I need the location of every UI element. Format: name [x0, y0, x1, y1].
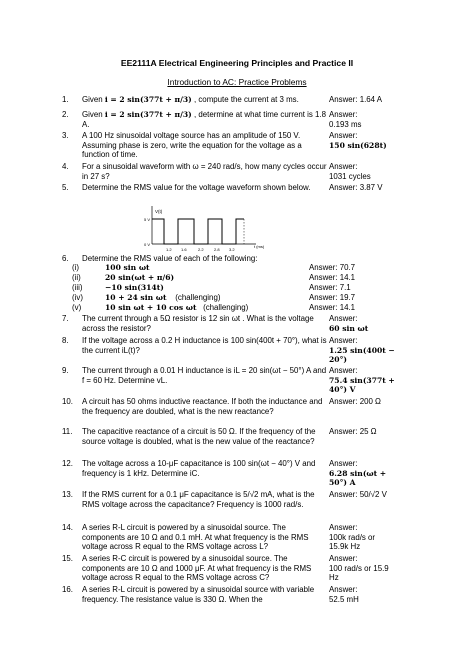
question-number: 13.	[62, 490, 73, 499]
question-text: A circuit has 50 ohms inductive reactance. If both the inductance and the frequency are doubled, what is the new reactance?	[82, 397, 323, 416]
question-answer	[329, 336, 395, 365]
question-number: 8.	[62, 336, 69, 345]
question-answer	[329, 131, 395, 150]
question-answer	[329, 110, 395, 129]
question-number: 5.	[62, 183, 69, 192]
question-answer	[329, 585, 395, 604]
question-answer	[329, 366, 395, 395]
question-number: 6.	[62, 254, 69, 263]
sub-item-answer: Answer: 70.7	[309, 263, 356, 272]
answer-value: 52.5 mH	[329, 594, 359, 604]
question-text: A 100 Hz sinusoidal voltage source has an amplitude of 150 V. Assuming phase is zero, write the equation for the voltage as a function of time.	[82, 131, 302, 160]
answer-value: 60 sin ωt	[329, 323, 369, 333]
question-text: A series R-C circuit is powered by a sinusoidal source. The components are 10 Ω and 1000 μF. At what frequency is the RMS voltage across R equal to the RMS voltage across C?	[82, 554, 312, 583]
x-tick-label: 2.2	[198, 247, 204, 252]
sub-item-roman: (iii)	[72, 283, 83, 292]
answer-label: Answer:	[329, 366, 358, 375]
sub-item-expr: 10 sin ωt + 10 cos ωt	[105, 303, 197, 312]
x-axis-label: t (ms)	[254, 244, 265, 249]
answer-value-cont: 40°) V	[329, 385, 356, 395]
answer-value: 1031 cycles	[329, 171, 371, 181]
answer-label: Answer:	[329, 585, 358, 594]
question-text-pre: Given	[82, 110, 105, 119]
sub-item-answer: Answer: 19.7	[309, 293, 356, 302]
sub-item-answer: Answer: 14.1	[309, 303, 356, 312]
question-number: 10.	[62, 397, 73, 406]
question-text-post: , compute the current at 3 ms.	[191, 95, 299, 104]
question-answer	[329, 554, 395, 583]
x-tick-label: 3.2	[229, 247, 235, 252]
question-number: 2.	[62, 110, 69, 119]
sub-item-roman: (ii)	[72, 273, 81, 282]
question-answer	[329, 162, 395, 181]
question-number: 9.	[62, 366, 69, 375]
sub-item-roman: (iv)	[72, 293, 83, 302]
sub-item-expr-wrap	[105, 293, 220, 303]
x-tick-label: 2.8	[214, 247, 220, 252]
answer-value-cont: 20°)	[329, 355, 347, 365]
question-text: For a sinusoidal waveform with ω = 240 rad/s, how many cycles occur in 27 s?	[82, 162, 327, 181]
sub-item-roman: (v)	[72, 303, 82, 312]
question-text: If the RMS current for a 0.1 μF capacitance is 5/√2 mA, what is the RMS voltage across the capacitance? Frequency is 1000 rad/s.	[82, 490, 315, 509]
question-answer: Answer: 3.87 V	[329, 183, 383, 192]
question-number: 3.	[62, 131, 69, 140]
question-math: i = 2 sin(377t + π/3)	[104, 95, 192, 104]
question-text	[82, 110, 330, 129]
sub-item-note: (challenging)	[175, 293, 221, 302]
answer-value-cont: 50°) A	[329, 478, 356, 488]
answer-value: 100k rad/s or	[329, 532, 376, 542]
x-tick-label: 1.6	[181, 247, 187, 252]
question-answer	[329, 314, 395, 333]
question-number: 15.	[62, 554, 73, 563]
question-answer: Answer: 200 Ω	[329, 397, 381, 406]
sub-item-expr: 10 + 24 sin ωt	[105, 293, 167, 302]
question-number: 7.	[62, 314, 69, 323]
question-text: The voltage across a 10-μF capacitance is 100 sin(ωt − 40°) V and frequency is 1 kHz. Determine iC.	[82, 459, 316, 478]
question-text: A series R-L circuit is powered by a sinusoidal source. The components are 10 Ω and 0.1 mH. At what frequency is the RMS voltage across R equal to the RMS voltage across L?	[82, 523, 309, 552]
answer-label: Answer:	[329, 162, 358, 171]
answer-label: Answer:	[329, 110, 358, 119]
answer-label: Answer:	[329, 459, 358, 468]
document-subtitle: Introduction to AC: Practice Problems	[167, 77, 307, 87]
answer-value: 100 rad/s or 15.9	[329, 563, 389, 573]
y-tick-label: 0 V	[144, 242, 151, 247]
answer-label: Answer:	[329, 554, 358, 563]
y-tick-label: 5 V	[144, 217, 151, 222]
question-answer: Answer: 50/√2 V	[329, 490, 387, 499]
square-wave-trace	[152, 219, 244, 244]
question-math: i = 2 sin(377t + π/3)	[104, 110, 192, 119]
sub-item-answer: Answer: 14.1	[309, 273, 356, 282]
question-answer	[329, 523, 395, 552]
answer-value: 150 sin(628t)	[329, 140, 387, 150]
answer-value: 1.25 sin(400t −	[329, 345, 395, 355]
question-number: 1.	[62, 95, 69, 104]
question-text: The capacitive reactance of a circuit is 50 Ω. If the frequency of the source voltage is doubled, what is the new value of the reactance?	[82, 427, 316, 446]
document-title: EE2111A Electrical Engineering Principles and Practice II	[120, 58, 354, 68]
sub-item-roman: (i)	[72, 263, 80, 272]
question-answer	[329, 459, 395, 488]
question-answer: Answer: 1.64 A	[329, 95, 383, 104]
sub-item-expr: 20 sin(ωt + π/6)	[105, 273, 175, 282]
answer-value: 0.193 ms	[329, 119, 362, 129]
sub-item-note: (challenging)	[203, 303, 249, 312]
question-number: 14.	[62, 523, 73, 532]
x-tick-label: 1.2	[166, 247, 172, 252]
question-text: The current through a 5Ω resistor is 12 sin ωt . What is the voltage across the resistor?	[82, 314, 314, 333]
sub-item-expr: −10 sin(314t)	[105, 283, 164, 292]
question-number: 4.	[62, 162, 69, 171]
question-answer: Answer: 25 Ω	[329, 427, 377, 436]
answer-value-cont: 15.9k Hz	[329, 542, 361, 552]
question-number: 12.	[62, 459, 73, 468]
question-text: Determine the RMS value of each of the following:	[82, 254, 258, 263]
answer-label: Answer:	[329, 336, 358, 345]
question-number: 11.	[62, 427, 73, 436]
y-axis-label: V(t)	[155, 209, 163, 214]
answer-label: Answer:	[329, 314, 358, 323]
question-text-post: , determine at what time current is 1.8 A.	[82, 110, 326, 129]
question-text: A series R-L circuit is powered by a sinusoidal source with variable frequency. The resistance value is 330 Ω. When the	[82, 585, 315, 604]
question-text	[82, 95, 330, 105]
question-text: The current through a 0.01 H inductance is iL = 20 sin(ωt − 50°) A and f = 60 Hz. Determine vL.	[82, 366, 327, 385]
answer-label: Answer:	[329, 131, 358, 140]
answer-value: 75.4 sin(377t +	[329, 375, 395, 385]
question-text: If the voltage across a 0.2 H inductance is 100 sin(400t + 70°), what is the current iL(t)?	[82, 336, 327, 355]
answer-value-cont: Hz	[329, 573, 339, 583]
answer-value: 6.28 sin(ωt +	[329, 468, 387, 478]
answer-label: Answer:	[329, 523, 358, 532]
voltage-waveform-figure	[144, 204, 274, 254]
sub-item-expr: 100 sin ωt	[105, 263, 150, 272]
question-number: 16.	[62, 585, 73, 594]
question-text-pre: Given	[82, 95, 105, 104]
sub-item-expr-wrap	[105, 303, 248, 313]
question-text: Determine the RMS value for the voltage waveform shown below.	[82, 183, 311, 192]
sub-item-answer: Answer: 7.1	[309, 283, 351, 292]
